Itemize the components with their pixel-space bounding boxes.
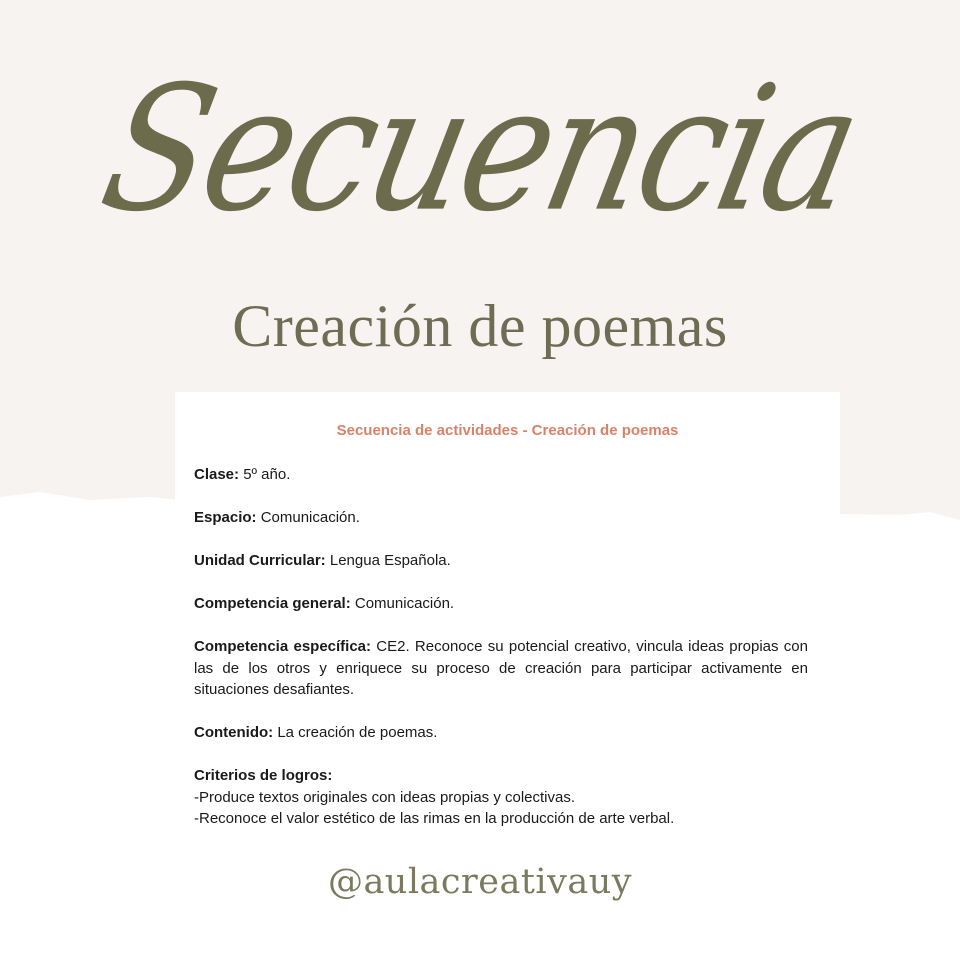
field-label: Competencia específica: <box>194 638 372 655</box>
field-clase <box>194 464 808 486</box>
field-label: Competencia general: <box>194 595 351 612</box>
field-value: 5º año. <box>239 466 291 483</box>
field-contenido <box>194 722 808 744</box>
script-title: Secuencia <box>87 49 873 251</box>
criteria-item: -Produce textos originales con ideas propias y colectivas. <box>194 788 576 806</box>
field-label: Clase: <box>194 466 240 483</box>
document-heading: Secuencia de actividades - Creación de poemas <box>336 422 679 439</box>
field-value: CE2. Reconoce su potencial creativo, vincula ideas propias con las de los otros y enriquece su proceso de creación para participar activamente en situaciones desafiantes. <box>194 638 808 698</box>
field-label: Unidad Curricular: <box>194 552 326 569</box>
social-handle: @aulacreativauy <box>327 862 633 902</box>
criteria-label: Criterios de logros: <box>194 767 333 784</box>
document-body <box>194 464 808 830</box>
field-value: Lengua Española. <box>325 552 451 569</box>
criteria-item: -Reconoce el valor estético de las rimas en la producción de arte verbal. <box>194 810 675 827</box>
field-label: Contenido: <box>194 724 274 741</box>
field-value: Comunicación. <box>350 595 455 612</box>
field-competencia-especifica <box>194 636 808 701</box>
field-label: Espacio: <box>194 509 257 526</box>
page-subtitle: Creación de poemas <box>232 293 728 359</box>
field-value: La creación de poemas. <box>273 724 438 741</box>
field-competencia-general <box>194 593 808 615</box>
criteria-section <box>194 765 808 830</box>
document-card <box>175 392 840 872</box>
field-unidad-curricular <box>194 550 808 572</box>
field-value: Comunicación. <box>256 509 360 526</box>
field-espacio <box>194 507 808 529</box>
